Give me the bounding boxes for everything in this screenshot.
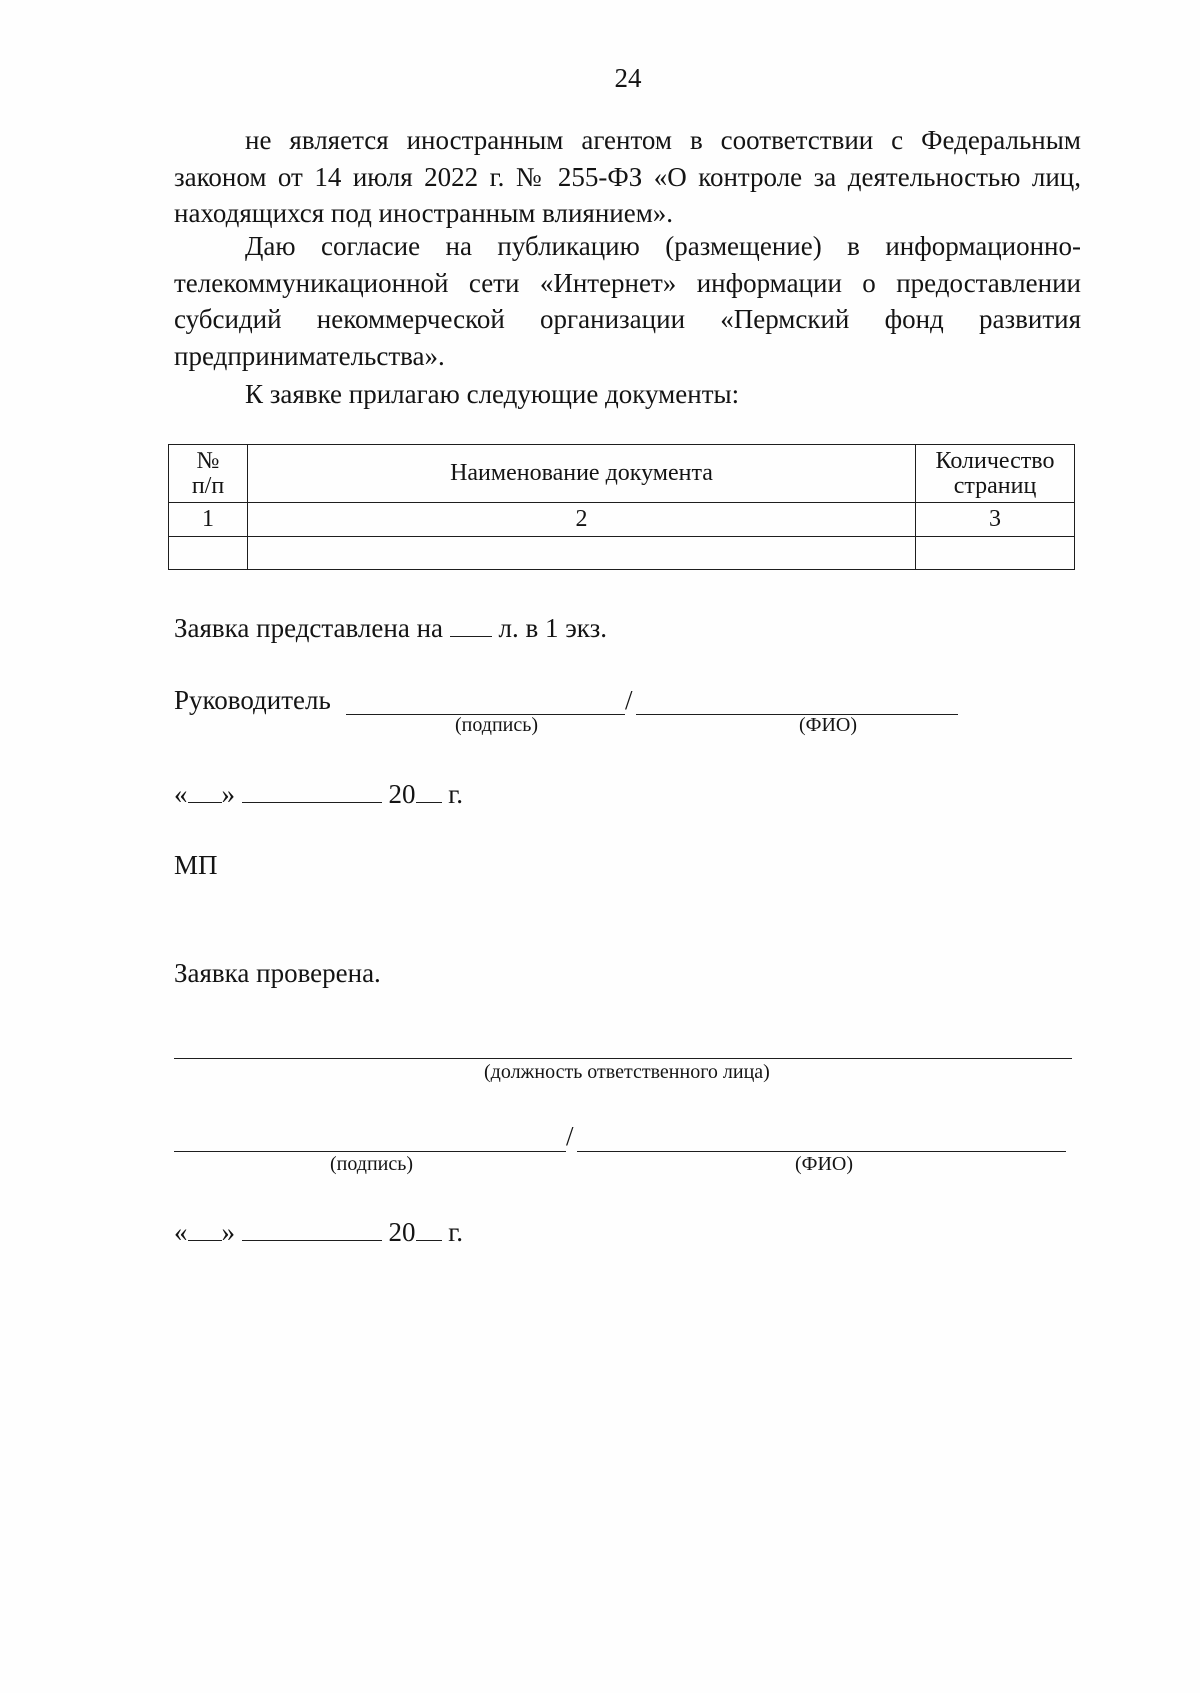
documents-table xyxy=(168,444,1075,570)
header-number-line2: п/п xyxy=(191,472,225,499)
head-caption-name: (ФИО) xyxy=(799,714,858,736)
sheet-count-field[interactable] xyxy=(450,610,492,637)
responsible-name-field[interactable] xyxy=(577,1151,1066,1152)
date2-year-field[interactable] xyxy=(416,1214,442,1241)
numbering-cell-2: 2 xyxy=(248,503,916,537)
header-pages-line2: страниц xyxy=(953,472,1037,499)
responsible-caption-name: (ФИО) xyxy=(795,1153,854,1175)
empty-cell-number[interactable] xyxy=(169,537,248,570)
header-number xyxy=(169,445,248,503)
table-header-row xyxy=(169,445,1075,503)
responsible-position-field[interactable] xyxy=(174,1058,1072,1059)
table-row xyxy=(169,537,1075,570)
header-page-count xyxy=(916,445,1075,503)
date2-year-suffix: г. xyxy=(448,1217,464,1247)
table-numbering-row xyxy=(169,503,1075,537)
date2-open-quote: « xyxy=(174,1217,188,1247)
responsible-slash: / xyxy=(566,1121,574,1151)
header-number-line1: № xyxy=(196,447,220,474)
date2-month-field[interactable] xyxy=(242,1214,382,1241)
checked-label: Заявка проверена. xyxy=(174,958,381,988)
consent-paragraph: Даю согласие на публикацию (размещение) в информационно-телекоммуникационной сети «Интернет» информации о предоставлении субсидий некоммерческой организации «Пермский фонд развития предпринимательства». xyxy=(174,231,1081,371)
numbering-cell-3: 3 xyxy=(916,503,1075,537)
head-name-field[interactable] xyxy=(636,714,958,715)
submission-prefix: Заявка представлена на xyxy=(174,613,443,643)
page-number: 24 xyxy=(614,63,642,93)
responsible-caption-position: (должность ответственного лица) xyxy=(484,1061,770,1083)
head-caption-signature: (подпись) xyxy=(455,714,539,736)
submission-line xyxy=(174,610,607,644)
date1-year-suffix: г. xyxy=(448,779,464,809)
submission-suffix: л. в 1 экз. xyxy=(498,613,607,643)
date1-open-quote: « xyxy=(174,779,188,809)
header-pages-line1: Количество xyxy=(935,447,1055,474)
date1-year-prefix: 20 xyxy=(388,779,416,809)
head-signature-label: Руководитель xyxy=(174,685,331,715)
date-line-2 xyxy=(174,1214,463,1248)
stamp-label: МП xyxy=(174,850,218,880)
numbering-cell-1: 1 xyxy=(169,503,248,537)
empty-cell-document-name[interactable] xyxy=(248,537,916,570)
attachments-intro: К заявке прилагаю следующие документы: xyxy=(245,379,740,409)
date2-close-quote: » xyxy=(221,1217,235,1247)
date-line-1 xyxy=(174,776,463,810)
date1-month-field[interactable] xyxy=(242,776,382,803)
date1-close-quote: » xyxy=(221,779,235,809)
empty-cell-page-count[interactable] xyxy=(916,537,1075,570)
date1-year-field[interactable] xyxy=(416,776,442,803)
date2-day-field[interactable] xyxy=(188,1214,222,1241)
responsible-signature-field[interactable] xyxy=(174,1151,566,1152)
header-document-name: Наименование документа xyxy=(248,445,916,503)
head-signature-slash: / xyxy=(625,685,633,715)
date1-day-field[interactable] xyxy=(188,776,222,803)
responsible-caption-signature: (подпись) xyxy=(330,1153,414,1175)
date2-year-prefix: 20 xyxy=(388,1217,416,1247)
foreign-agent-paragraph: не является иностранным агентом в соответствии с Федеральным законом от 14 июля 2022 г. № 255-ФЗ «О контроле за деятельностью лиц, находящихся под иностранным влиянием». xyxy=(174,125,1081,228)
